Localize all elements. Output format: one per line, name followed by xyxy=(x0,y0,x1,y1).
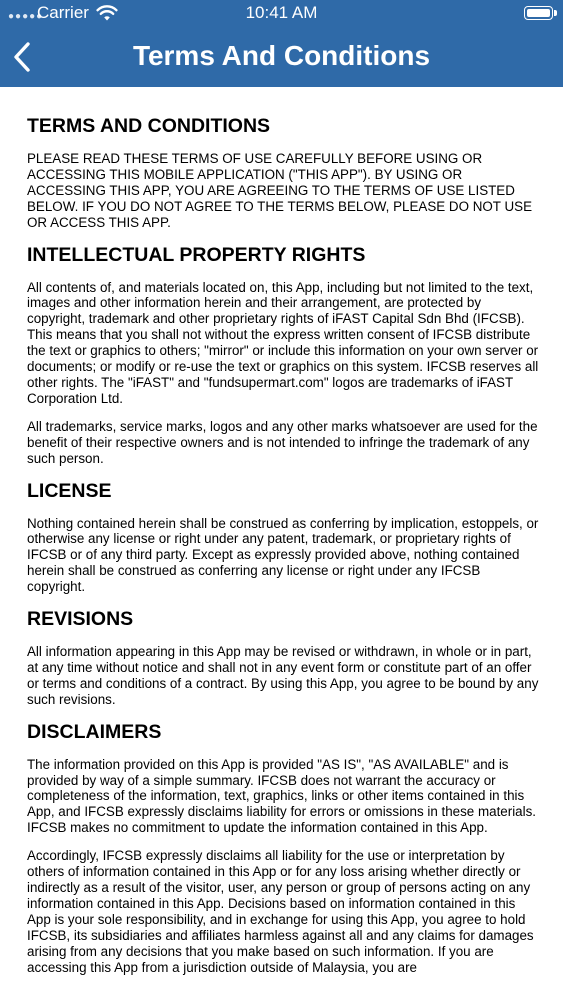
status-bar xyxy=(0,0,563,28)
terms-content[interactable] xyxy=(27,114,540,987)
section-disclaimers xyxy=(27,720,540,976)
carrier-label: Carrier xyxy=(37,3,89,22)
section-heading: TERMS AND CONDITIONS xyxy=(27,115,271,137)
section-paragraph: All contents of, and materials located on, this App, including but not limited to the text, images and other information herein and their arrangement, are protected by copyright, trademark and other proprietary rights of iFAST Capital Sdn Bhd (IFCSB). This means that you shall not without the express written consent of IFCSB distribute the text or graphics to others; "mirror" or include this information on your own server or documents; or modify or re-use the text or graphics on this system. IFCSB reserves all other rights. The "iFAST" and "fundsupermart.com" logos are trademarks of iFAST Corporation Ltd. xyxy=(27,279,539,406)
page-title: Terms And Conditions xyxy=(132,40,431,71)
section-heading: INTELLECTUAL PROPERTY RIGHTS xyxy=(27,243,366,266)
section-heading: DISCLAIMERS xyxy=(27,720,162,743)
section-heading: LICENSE xyxy=(27,479,112,502)
section-paragraph: PLEASE READ THESE TERMS OF USE CAREFULLY BEFORE USING OR ACCESSING THIS MOBILE APPLICATION ("THIS APP"). BY USING OR ACCESSING THIS APP, YOU ARE AGREEING TO THE TERMS OF USE LISTED BELOW. IF YOU DO NOT AGREE TO THE TERMS BELOW, PLEASE DO NOT USE OR ACCESS THIS APP. xyxy=(27,151,533,230)
signal-dots-icon: ●●●●● xyxy=(8,11,44,22)
section-revisions xyxy=(27,607,540,708)
status-time: 10:41 AM xyxy=(245,3,318,22)
section-terms xyxy=(27,114,540,231)
section-paragraph: All information appearing in this App may be revised or withdrawn, in whole or in part, at any time without notice and shall not in any event form or constitute part of an offer or terms and conditions of a contract. By using this App, you agree to be bound by any such revisions. xyxy=(27,644,539,707)
battery-icon xyxy=(524,6,553,20)
section-intellectual-property xyxy=(27,243,540,467)
section-paragraph: All trademarks, service marks, logos and any other marks whatsoever are used for the benefit of their respective owners and is not intended to infringe the trademark of any such person. xyxy=(27,418,538,466)
section-paragraph: The information provided on this App is provided "AS IS", "AS AVAILABLE" and is provided by way of a simple summary. IFCSB does not warrant the accuracy or completeness of the information, text, graphics, links or other items contained in this App, and IFCSB expressly disclaims liability for errors or omissions in these materials. IFCSB makes no commitment to update the information contained in this App. xyxy=(27,756,537,836)
section-paragraph: Nothing contained herein shall be construed as conferring by implication, estoppels, or otherwise any license or right under any patent, trademark, or proprietary rights of IFCSB or of any third party. Except as expressly provided above, nothing contained herein shall be construed as conferring any license or right under any IFCSB copyright. xyxy=(27,515,539,595)
navigation-bar xyxy=(0,0,563,87)
section-heading: REVISIONS xyxy=(27,608,134,631)
section-license xyxy=(27,479,540,596)
section-paragraph: Accordingly, IFCSB expressly disclaims all liability for the use or interpretation by others of information contained in this App or for any loss arising whether directly or indirectly as a result of the visitor, user, any person or group of persons acting on any information contained in this App. Decisions based on information contained in this App is your sole responsibility, and in exchange for using this App, you agree to hold IFCSB, its subsidiaries and affiliates harmless against all and any claims for damages arising from any decisions that you make based on such information. If you are accessing this App from a jurisdiction outside of Malaysia, you are xyxy=(27,848,534,975)
